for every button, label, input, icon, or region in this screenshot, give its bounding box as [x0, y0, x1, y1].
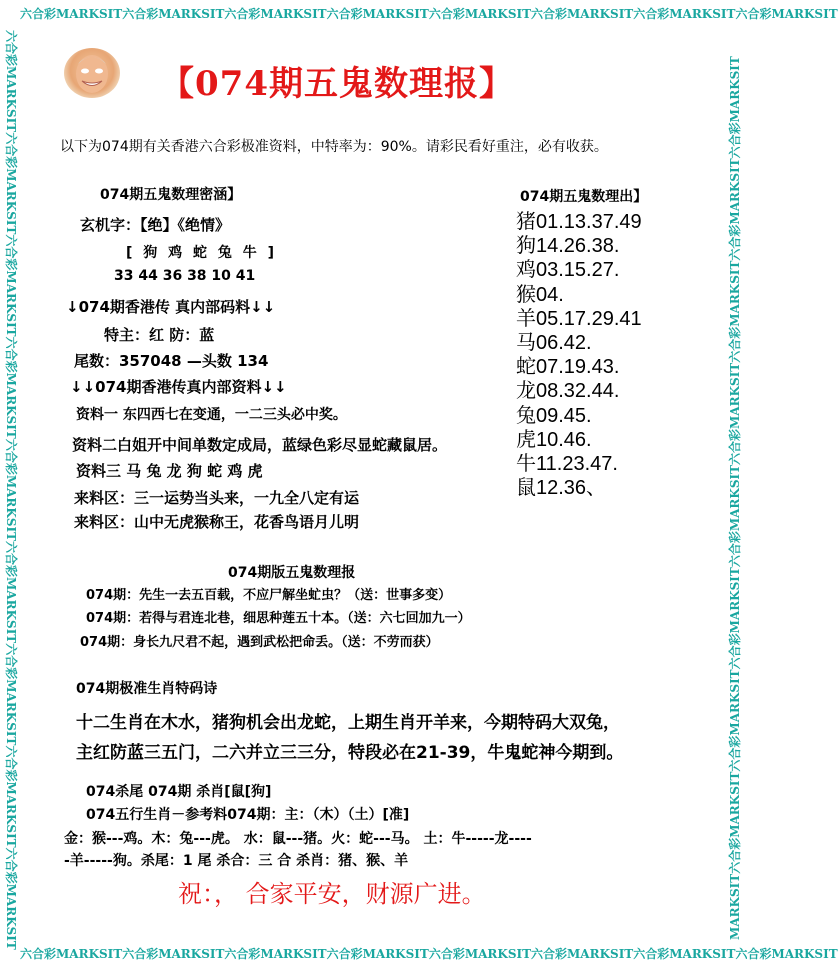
- wuxing-line: 074五行生肖－参考料074期：主：（木）（土）[准]: [86, 807, 410, 823]
- tezhu-line: 特主：红 防：蓝: [104, 326, 215, 344]
- numbers-line: 33 44 36 38 10 41: [114, 268, 256, 284]
- weishu-line: 尾数：357048 —头数 134: [74, 352, 269, 370]
- page-title: 【074期五鬼数理报】: [160, 64, 514, 104]
- border-right: [726, 30, 744, 940]
- border-bottom: 六合彩MARKSIT六合彩MARKSIT六合彩MARKSIT六合彩MARKSIT六合彩MARKSIT六合彩MARKSIT六合彩MARKSIT六合彩MARKSIT: [20, 947, 838, 961]
- list-item: 猪01.13.37.49: [516, 211, 642, 233]
- list-item: 狗14.26.38.: [516, 235, 620, 258]
- laiqu2-line: 来料区：山中无虎猴称王，花香鸟语月儿明: [74, 513, 360, 531]
- middle-title: 074期版五鬼数理报: [228, 565, 356, 581]
- list-item: 牛11.23.47.: [516, 453, 618, 476]
- middle-line-3: 074期：身长九尺君不起，遇到武松把命丢。（送：不劳而获）: [80, 635, 439, 650]
- list-item: 鸡03.15.27.: [516, 259, 620, 282]
- face-icon: [64, 48, 120, 98]
- list-item: 马06.42.: [516, 332, 592, 355]
- miyuan-title: 074期五鬼数理密涵】: [100, 187, 242, 203]
- poem-line-1: 十二生肖在木水，猪狗机会出龙蛇，上期生肖开羊来，今期特码大双兔，: [76, 713, 620, 733]
- zodiac-number-list: [516, 210, 642, 500]
- list-item: 羊05.17.29.41: [516, 307, 642, 330]
- blessing-text: 祝：， 合家平安，财源广进。: [178, 880, 486, 908]
- border-left: [2, 30, 20, 950]
- laiqu1-line: 来料区：三一运势当头来，一九全八定有运: [74, 489, 360, 507]
- intro-text: 以下为074期有关香港六合彩极准资料，中特率为：90%。请彩民看好重注，必有收获。: [60, 139, 608, 155]
- list-item: 兔09.45.: [516, 404, 592, 427]
- list-item: 鼠12.36、: [516, 477, 607, 500]
- wuxing-detail-1: 金：猴---鸡。木：兔---虎。 水：鼠---猪。火：蛇---马。 土：牛-----龙----: [64, 831, 532, 847]
- xuanji-line: 玄机字：【绝】《绝情》: [80, 216, 231, 234]
- shawei-line: 074杀尾 074期 杀肖[鼠[狗]: [86, 784, 272, 800]
- ziliao3-line: 资料三 马 兔 龙 狗 蛇 鸡 虎: [76, 462, 263, 480]
- xgz2-title: ↓↓074期香港传真内部资料↓↓: [70, 378, 287, 396]
- border-left-text: 六合彩MARKSIT六合彩MARKSIT六合彩MARKSIT六合彩MARKSIT六合彩MARKSIT六合彩MARKSIT六合彩MARKSIT六合彩MARKSIT六合彩MARKSIT: [4, 30, 18, 950]
- border-right-text: MARKSIT六合彩MARKSIT六合彩MARKSIT六合彩MARKSIT六合彩MARKSIT六合彩MARKSIT六合彩MARKSIT六合彩MARKSIT六合彩MARKSIT: [728, 56, 742, 940]
- list-item: 龙08.32.44.: [516, 380, 620, 403]
- ziliao1-line: 资料一 东四西七在变通，一二三头必中奖。: [76, 407, 347, 423]
- poem-title: 074期极准生肖特码诗: [76, 681, 218, 697]
- list-item: 蛇07.19.43.: [516, 356, 620, 379]
- poem-line-2: 主红防蓝三五门，二六并立三三分，特段必在21-39，牛鬼蛇神今期到。: [76, 743, 624, 763]
- list-item: 猴04.: [516, 283, 564, 306]
- ziliao2-line: 资料二白姐开中间单数定成局，蓝绿色彩尽显蛇藏鼠居。: [72, 436, 448, 454]
- avatar-image: [64, 48, 120, 98]
- list-item: 虎10.46.: [516, 428, 592, 451]
- border-top: 六合彩MARKSIT六合彩MARKSIT六合彩MARKSIT六合彩MARKSIT六合彩MARKSIT六合彩MARKSIT六合彩MARKSIT六合彩MARKSIT: [20, 7, 838, 21]
- wuxing-detail-2: -羊-----狗。杀尾：1 尾 杀合：三 合 杀肖：猪、猴、羊: [64, 853, 409, 869]
- middle-line-1: 074期：先生一去五百载，不应尸解坐虻虫？（送：世事多变）: [86, 588, 452, 603]
- right-title: 074期五鬼数理出】: [520, 189, 648, 205]
- xgz-title: ↓074期香港传 真内部码料↓↓: [66, 298, 276, 316]
- middle-line-2: 074期：若得与君连北巷，细思种莲五十本。（送：六七回加九一）: [86, 611, 471, 626]
- animals-line: [ 狗 鸡 蛇 兔 牛 ]: [126, 245, 275, 261]
